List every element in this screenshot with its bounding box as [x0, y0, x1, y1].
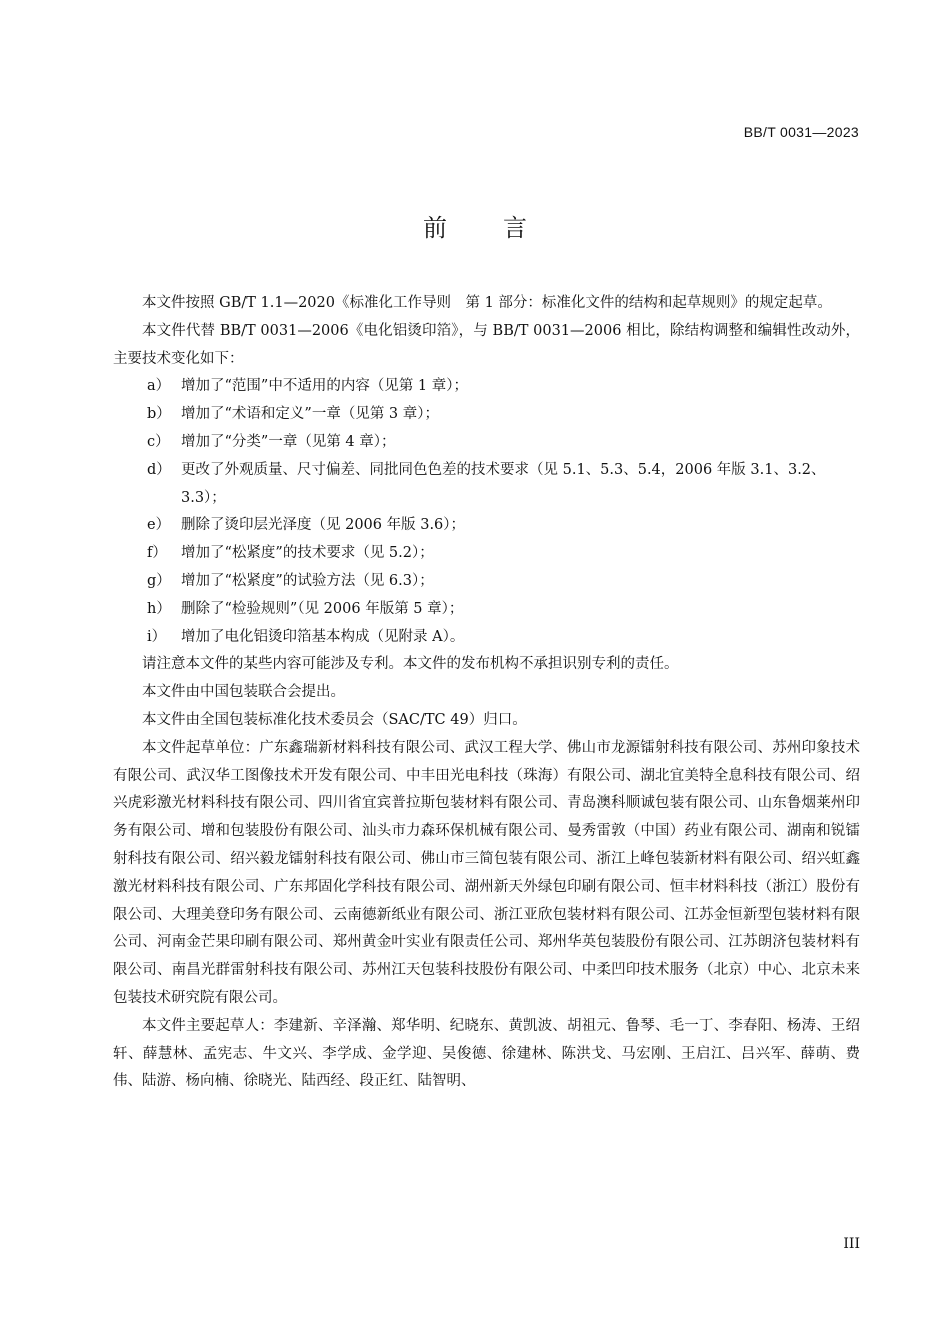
changes-list	[113, 373, 860, 651]
list-marker: a）	[147, 378, 171, 395]
list-marker: i）	[147, 628, 167, 645]
list-text: 增加了“松紧度”的技术要求（见 5.2）；	[181, 545, 434, 562]
list-marker: d）	[147, 461, 171, 478]
paragraph-drafting-rules: 本文件按照 GB/T 1.1—2020《标准化工作导则 第 1 部分：标准化文件的结构和起草规则》的规定起草。	[142, 295, 832, 311]
list-text: 增加了电化铝烫印箔基本构成（见附录 A）。	[181, 628, 465, 645]
list-text: 增加了“术语和定义”一章（见第 3 章）；	[181, 406, 440, 423]
list-marker: b）	[147, 406, 171, 423]
list-item	[113, 401, 860, 429]
list-text: 增加了“范围”中不适用的内容（见第 1 章）；	[181, 378, 469, 395]
list-item	[113, 457, 860, 513]
page-number: III	[843, 1236, 860, 1252]
list-text: 增加了“分类”一章（见第 4 章）；	[181, 433, 396, 450]
paragraph-proposed-by: 本文件由中国包装联合会提出。	[142, 684, 345, 701]
list-item	[113, 596, 860, 624]
paragraph-drafting-units: 本文件起草单位：广东鑫瑞新材料科技有限公司、武汉工程大学、佛山市龙源镭射科技有限公司、苏州印象技术有限公司、武汉华工图像技术开发有限公司、中丰田光电科技（珠海）有限公司、湖北宜美特全息科技有限公司、绍兴虎彩激光材料科技有限公司、四川省宜宾普拉斯包装材料有限公司、青岛澳科顺诚包装有限公司、山东鲁烟莱州印务有限公司、增和包装股份有限公司、汕头市力森环保机械有限公司、曼秀雷敦（中国）药业有限公司、湖南和锐镭射科技有限公司、绍兴毅龙镭射科技有限公司、佛山市三简包装有限公司、浙江上峰包装新材料有限公司、绍兴虹鑫激光材料科技有限公司、广东邦固化学科技有限公司、湖州新天外绿包印刷有限公司、恒丰材料科技（浙江）股份有限公司、大理美登印务有限公司、云南德新纸业有限公司、浙江亚欣包装材料有限公司、江苏金恒新型包装材料有限公司、河南金芒果印刷有限公司、郑州黄金叶实业有限责任公司、郑州华英包装股份有限公司、江苏朗济包装材料有限公司、南昌光群雷射科技有限公司、苏州江天包装科技股份有限公司、中柔凹印技术服务（北京）中心、北京未来包装技术研究院有限公司。	[113, 739, 860, 1006]
paragraph-drafters: 本文件主要起草人：李建新、辛泽瀚、郑华明、纪晓东、黄凯波、胡祖元、鲁琴、毛一丁、李春阳、杨涛、王绍轩、薛慧林、孟宪志、牛文兴、李学成、金学迎、吴俊德、徐建林、陈洪戈、马宏刚、王启江、吕兴军、薛萌、费伟、陆游、杨向楠、徐晓光、陆西经、段正红、陆智明、	[113, 1017, 860, 1090]
page-title: 前言	[423, 214, 583, 242]
list-marker: g）	[147, 572, 171, 589]
list-item	[113, 512, 860, 540]
list-marker: e）	[147, 517, 171, 534]
list-marker: f）	[147, 545, 167, 562]
list-marker: h）	[147, 600, 171, 617]
list-item	[113, 540, 860, 568]
paragraph-patent-notice: 请注意本文件的某些内容可能涉及专利。本文件的发布机构不承担识别专利的责任。	[142, 656, 679, 673]
list-text: 删除了烫印层光泽度（见 2006 年版 3.6）；	[181, 517, 466, 534]
list-item	[113, 568, 860, 596]
list-item	[113, 373, 860, 401]
document-code: BB/T 0031—2023	[743, 124, 859, 140]
list-text: 删除了“检验规则”（见 2006 年版第 5 章）；	[181, 600, 464, 617]
list-marker: c）	[147, 433, 170, 450]
list-text: 增加了“松紧度”的试验方法（见 6.3）；	[181, 572, 434, 589]
list-text: 更改了外观质量、尺寸偏差、同批同色色差的技术要求（见 5.1、5.3、5.4，2006 年版 3.1、3.2、3.3）；	[181, 461, 826, 506]
paragraph-replacement: 本文件代替 BB/T 0031—2006《电化铝烫印箔》，与 BB/T 0031—2006 相比，除结构调整和编辑性改动外，主要技术变化如下：	[113, 322, 860, 367]
list-item	[113, 429, 860, 457]
paragraph-managed-by: 本文件由全国包装标准化技术委员会（SAC/TC 49）归口。	[142, 711, 527, 728]
list-item	[113, 624, 860, 652]
document-body	[113, 290, 860, 1096]
